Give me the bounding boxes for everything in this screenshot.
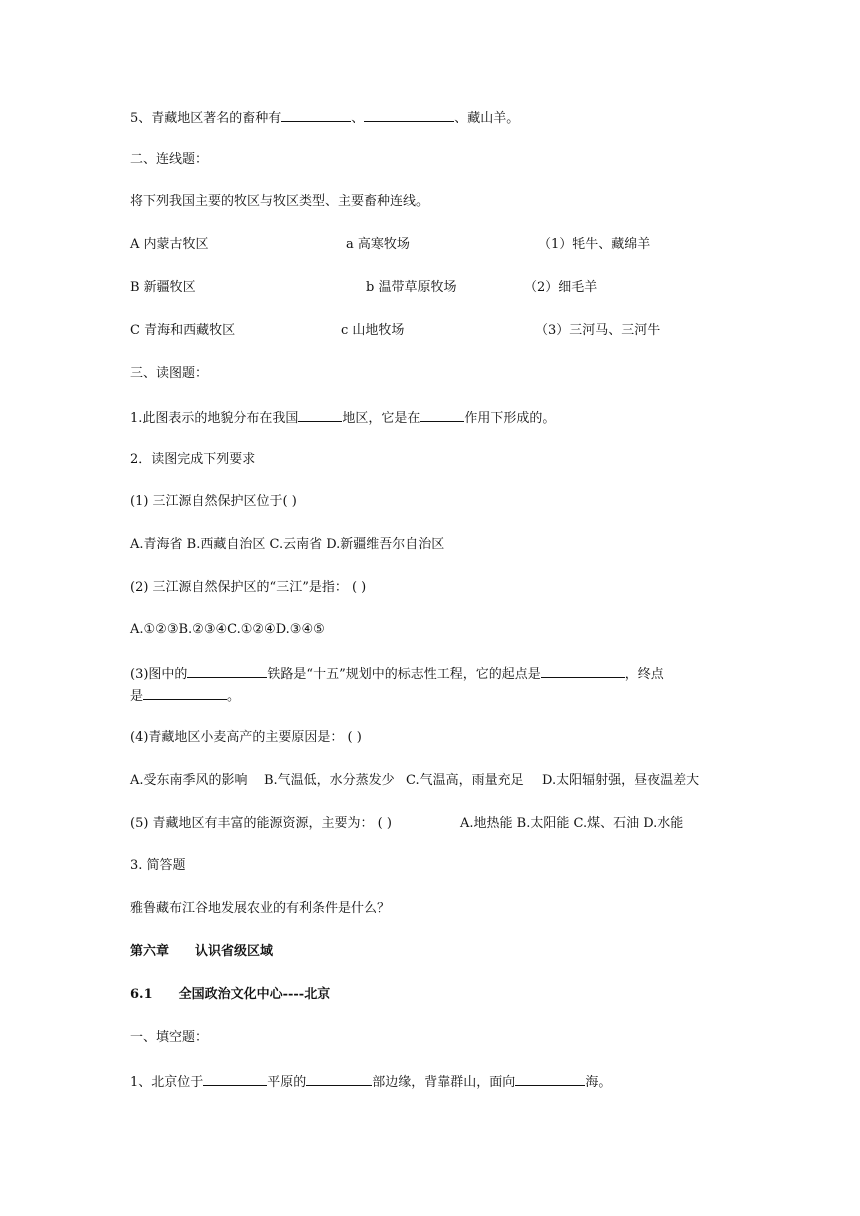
- beijing-q1: 1、北京位于 平原的 部边缘，背靠群山，面向 海。: [130, 1072, 611, 1092]
- blank: [281, 108, 351, 122]
- blank: [364, 108, 454, 122]
- short-answer-question: 雅鲁藏布江谷地发展农业的有利条件是什么？: [130, 901, 391, 916]
- blank: [143, 686, 227, 700]
- blank: [298, 408, 342, 422]
- reading-q2-4: (4)青藏地区小麦高产的主要原因是： ( ): [130, 730, 362, 745]
- matching-region-a: A 内蒙古牧区: [130, 237, 209, 252]
- q4-option-d: D.太阳辐射强，昼夜温差大: [542, 773, 700, 788]
- matching-animal-3: （3）三河马、三河牛: [535, 323, 661, 338]
- q4-option-c: C.气温高，雨量充足: [406, 773, 524, 788]
- reading-q2-3-cont: 是 。: [130, 686, 240, 706]
- blank: [306, 1072, 372, 1086]
- blank: [541, 664, 625, 678]
- blank: [187, 664, 267, 678]
- reading-q2-5: (5) 青藏地区有丰富的能源资源，主要为： ( ): [130, 816, 392, 831]
- reading-q2-3: (3)图中的 铁路是“十五”规划中的标志性工程，它的起点是 ，终点: [130, 664, 664, 684]
- q5-options: A.地热能 B.太阳能 C.煤、石油 D.水能: [460, 816, 684, 831]
- matching-type-c: c 山地牧场: [341, 323, 405, 338]
- section-title: 6.1 全国政治文化中心----北京: [130, 987, 331, 1002]
- section-matching-heading: 二、连线题：: [130, 152, 209, 167]
- matching-region-b: B 新疆牧区: [130, 280, 196, 295]
- reading-q2-1-options: A.青海省 B.西藏自治区 C.云南省 D.新疆维吾尔自治区: [130, 537, 445, 552]
- reading-q2-2: (2) 三江源自然保护区的“三江”是指： ( ): [130, 580, 367, 595]
- blank: [420, 408, 464, 422]
- question-5: 5、青藏地区著名的畜种有 、 、藏山羊。: [130, 108, 519, 128]
- q4-option-b: B.气温低，水分蒸发少: [264, 773, 395, 788]
- blank: [515, 1072, 585, 1086]
- section-reading-heading: 三、读图题：: [130, 366, 209, 381]
- matching-animal-1: （1）牦牛、藏绵羊: [538, 237, 651, 252]
- short-answer-title: 3. 简答题: [130, 858, 186, 873]
- reading-q1: 1.此图表示的地貌分布在我国 地区，它是在 作用下形成的。: [130, 408, 555, 428]
- matching-region-c: C 青海和西藏牧区: [130, 323, 236, 338]
- fill-in-heading: 一、填空题：: [130, 1030, 209, 1045]
- blank: [203, 1072, 267, 1086]
- q4-option-a: A.受东南季风的影响: [130, 773, 248, 788]
- matching-type-a: a 高寒牧场: [346, 237, 410, 252]
- reading-q2-2-options: A.①②③B.②③④C.①②④D.③④⑤: [130, 622, 325, 637]
- matching-animal-2: （2）细毛羊: [524, 280, 598, 295]
- matching-instruction: 将下列我国主要的牧区与牧区类型、主要畜种连线。: [130, 194, 430, 209]
- chapter-title: 第六章 认识省级区域: [130, 944, 274, 959]
- reading-q2-title: 2．读图完成下列要求: [130, 452, 256, 467]
- matching-type-b: b 温带草原牧场: [366, 280, 457, 295]
- reading-q2-1: (1) 三江源自然保护区位于( ): [130, 494, 297, 509]
